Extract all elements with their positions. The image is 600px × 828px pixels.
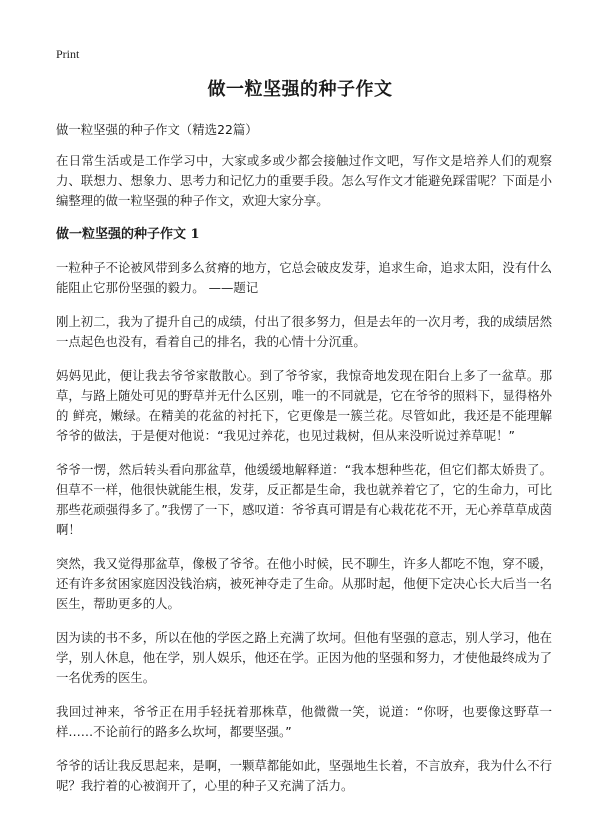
paragraph: 因为读的书不多，所以在他的学医之路上充满了坎坷。但他有坚强的意志，别人学习，他在学，别人休息，他在学，别人娱乐，他还在学。正因为他的坚强和努力，才使他最终成为了一名优秀的医生。 xyxy=(56,630,552,685)
section-heading: 做一粒坚强的种子作文 1 xyxy=(56,227,200,242)
page-title: 做一粒坚强的种子作文 xyxy=(207,79,393,100)
print-link[interactable]: Print xyxy=(56,47,80,61)
paragraph: 刚上初二，我为了提升自己的成绩，付出了很多努力，但是去年的一次月考，我的成绩居然一点起色也没有，看着自己的排名，我的心情十分沉重。 xyxy=(56,314,552,349)
paragraph: 爷爷一愣，然后转头看向那盆草，他缓缓地解释道：“我本想种些花，但它们都太娇贵了。但草不一样，他很快就能生根，发芽，反正都是生命，我也就养着它了，它的生命力，可比那些花顽强得多了。”我愣了一下，感叹道：爷爷真可谓是有心栽花花不开，无心养草草成茵啊！ xyxy=(56,462,552,537)
intro-paragraph: 在日常生活或是工作学习中，大家或多或少都会接触过作文吧，写作文是培养人们的观察力、联想力、想象力、思考力和记忆力的重要手段。怎么写作文才能避免踩雷呢？下面是小编整理的做一粒坚强的种子作文，欢迎大家分享。 xyxy=(56,153,552,208)
paragraph: 突然，我又觉得那盆草，像极了爷爷。在他小时候，民不聊生，许多人都吃不饱，穿不暖，还有许多贫困家庭因没钱治病，被死神夺走了生命。从那时起，他便下定决心长大后当一名医生，帮助更多的人。 xyxy=(56,556,552,611)
paragraph: 爷爷的话让我反思起来，是啊，一颗草都能如此，坚强地生长着，不言放弃，我为什么不行呢？我拧着的心被润开了，心里的种子又充满了活力。 xyxy=(56,758,552,793)
paragraph: 我回过神来，爷爷正在用手轻抚着那株草，他微微一笑，说道：“你呀，也要像这野草一样……不论前行的路多么坎坷，都要坚强。” xyxy=(56,704,552,739)
article-subtitle: 做一粒坚强的种子作文（精选22篇） xyxy=(56,122,258,137)
article-body xyxy=(56,120,552,810)
paragraph: 一粒种子不论被风带到多么贫瘠的地方，它总会破皮发芽，追求生命，追求太阳，没有什么能阻止它那份坚强的毅力。 ——题记 xyxy=(56,260,552,295)
paragraph: 妈妈见此，便让我去爷爷家散散心。到了爷爷家，我惊奇地发现在阳台上多了一盆草。那草，与路上随处可见的野草并无什么区别，唯一的不同就是，它在爷爷的照料下，显得格外的 鲜亮，嫩绿。在精美的花盆的衬托下，它更像是一簇兰花。尽管如此，我还是不能理解爷爷的做法，于是便对他说：“我见过养花，也见过栽树，但从来没听说过养草呢！” xyxy=(56,368,552,443)
